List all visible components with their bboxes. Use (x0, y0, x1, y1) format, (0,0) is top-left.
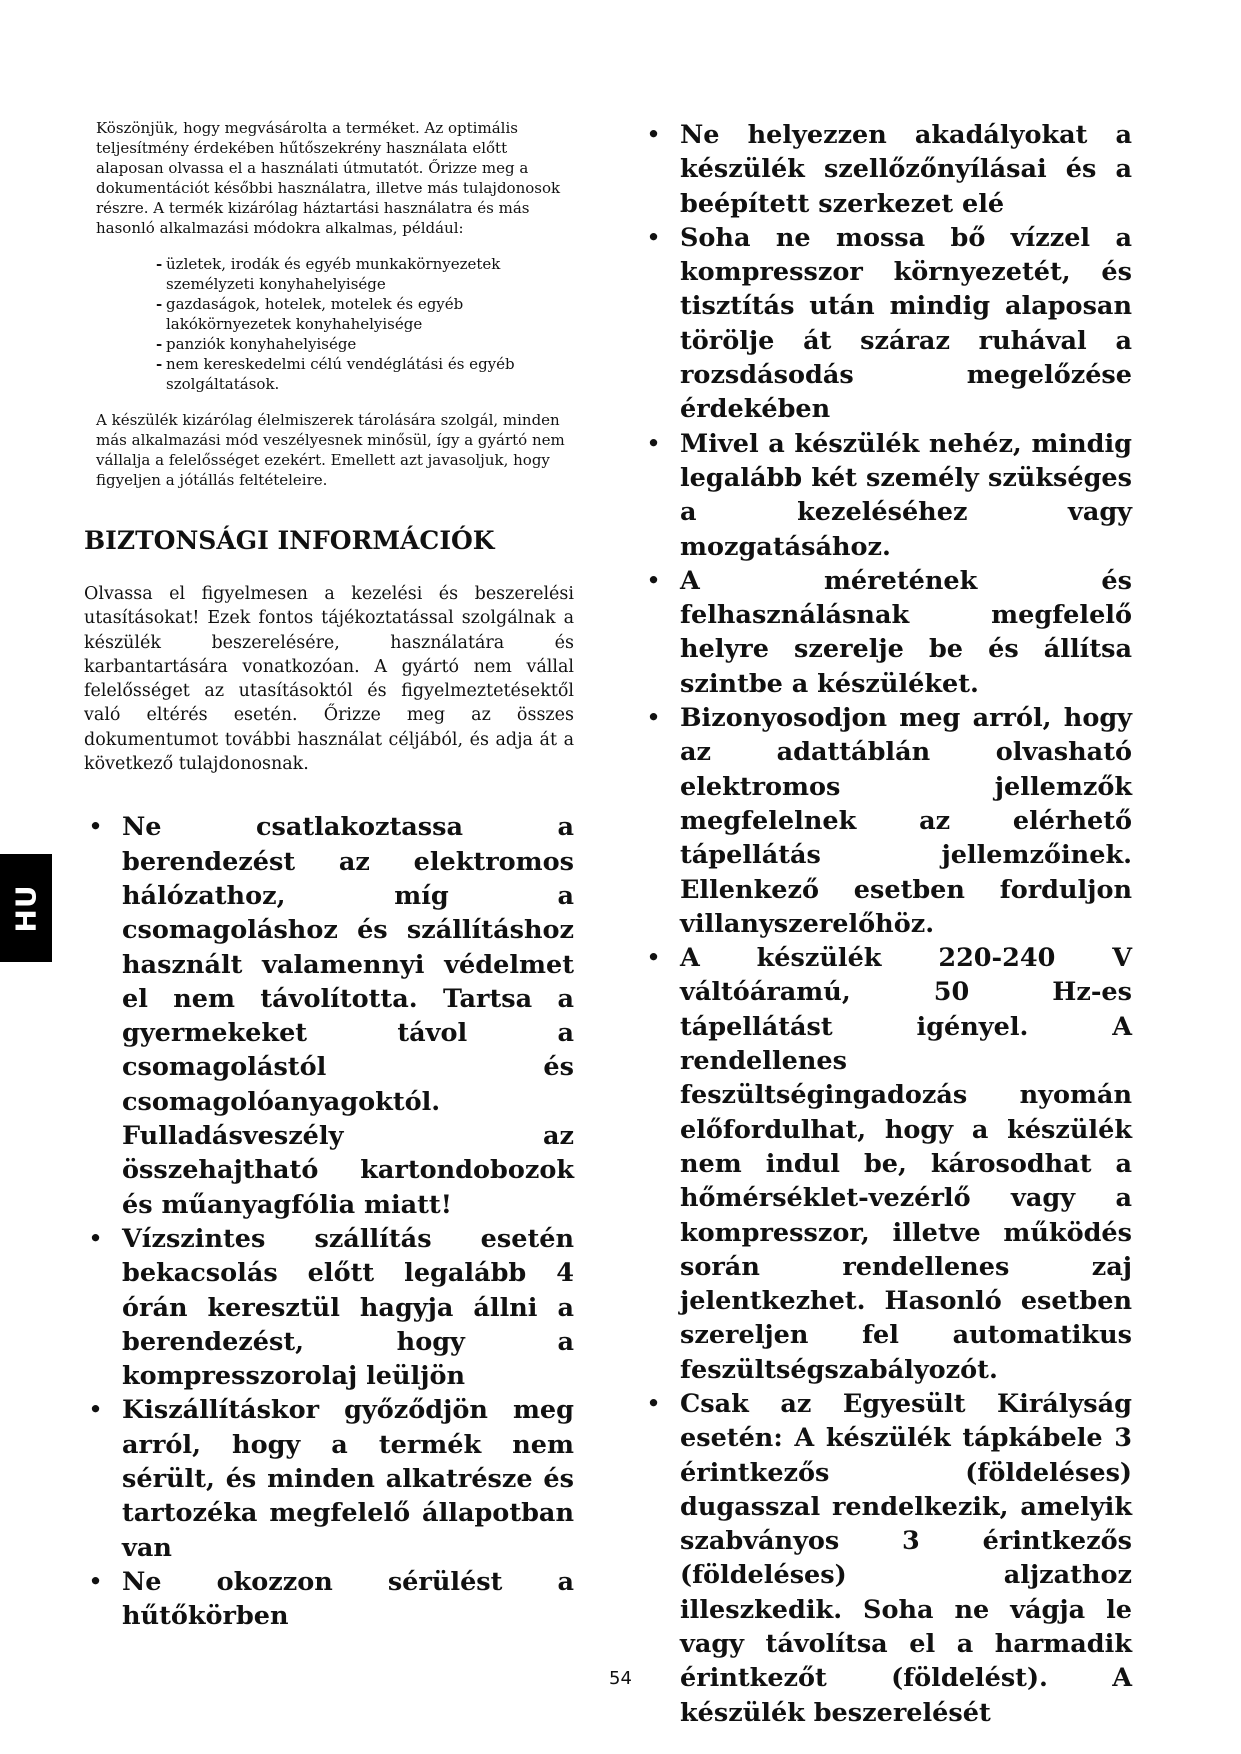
bullet-icon: • (646, 120, 662, 150)
food-storage-paragraph: A készülék kizárólag élelmiszerek tárolására szolgál, minden más alkalmazási mód veszélyesnek minősül, így a gyártó nem vállalja a felelősséget ezekért. Emellett azt javasoljuk, hogy figyeljen a jótállás feltételeire. (96, 411, 565, 489)
list-item: • Ne helyezzen akadályokat a készülék szellőzőnyílásai és a beépített szerkezet elé (646, 120, 1132, 219)
usage-list (156, 254, 566, 394)
list-item: • Ne okozzon sérülést a hűtőkörben (88, 1566, 574, 1632)
list-item: • Kiszállításkor győződjön meg arról, hogy a termék nem sérült, és minden alkatrésze és tartozéka megfelelő állapotban van (88, 1395, 574, 1563)
right-bullet-list (642, 118, 1132, 1730)
list-item: • Mivel a készülék nehéz, mindig legalább két személy szükséges a kezeléséhez vagy mozgatásához. (646, 428, 1132, 562)
bullet-icon: • (646, 222, 662, 253)
list-item: • Bizonyosodjon meg arról, hogy az adattáblán olvasható elektromos jellemzők megfelelnek az elérhető tápellátás jellemzőinek. Ellenkező esetben forduljon villanyszerelőhöz. (646, 703, 1132, 939)
list-item: - gazdaságok, hotelek, motelek és egyéb lakókörnyezetek konyhahelyisége (156, 294, 566, 334)
page-number: 54 (609, 1668, 632, 1689)
list-item: - üzletek, irodák és egyéb munkakörnyezetek személyzeti konyhahelyisége (156, 254, 566, 294)
bullet-icon: • (646, 428, 662, 459)
list-item: • A készülék 220-240 V váltóáramú, 50 Hz-es tápellátást igényel. A rendellenes feszültségingadozás nyomán előfordulhat, hogy a készülék nem indul be, károsodhat a hőmérséklet-vezérlő vagy a kompresszor, illetve működés során rendellenes zaj jelentkezhet. Hasonló esetben szereljen fel automatikus feszültségszabályozót. (646, 943, 1132, 1385)
safety-heading: BIZTONSÁGI INFORMÁCIÓK (84, 526, 495, 555)
bullet-icon: • (646, 703, 662, 734)
bullet-icon: • (88, 1566, 104, 1597)
language-label: HU (9, 883, 43, 933)
bullet-icon: • (646, 943, 662, 974)
list-item: • Vízszintes szállítás esetén bekacsolás előtt legalább 4 órán keresztül hagyja állni a berendezést, hogy a kompresszorolaj leüljön (88, 1223, 574, 1392)
list-item: • A méretének és felhasználásnak megfelelő helyre szerelje be és állítsa szintbe a készüléket. (646, 565, 1132, 699)
left-column (84, 118, 574, 1634)
bullet-icon: • (646, 1388, 662, 1419)
list-item: • Soha ne mossa bő vízzel a kompresszor környezetét, és tisztítás után mindig alaposan törölje át száraz ruhával a rozsdásodás megelőzése érdekében (646, 222, 1132, 425)
list-item: • Csak az Egyesült Királyság esetén: A készülék tápkábele 3 érintkezős (földeléses) dugasszal rendelkezik, amelyik szabványos 3 érintkezős (földeléses) aljzathoz illeszkedik. Soha ne vágja le vagy távolítsa el a harmadik érintkezőt (földelést). A készülék beszerelését (646, 1388, 1132, 1728)
intro-block (96, 118, 566, 490)
language-tab (0, 854, 52, 962)
safety-paragraph: Olvassa el figyelmesen a kezelési és beszerelési utasításokat! Ezek fontos tájékoztatással szolgálnak a készülék beszerelésére, használatára és karbantartására vonatkozóan. A gyártó nem vállal felelősséget az utasításoktól és figyelmeztetésektől való eltérés esetén. Őrizze meg az összes dokumentumot további használat céljából, és adja át a következő tulajdonosnak. (84, 584, 574, 775)
left-bullet-list (84, 810, 574, 1633)
bullet-icon: • (88, 1223, 104, 1254)
bullet-icon: • (646, 565, 662, 596)
list-item: - nem kereskedelmi célú vendéglátási és egyéb szolgáltatások. (156, 354, 566, 394)
bullet-icon: • (88, 812, 104, 843)
right-column (642, 118, 1132, 1730)
list-item: • Ne csatlakoztassa a berendezést az elektromos hálózathoz, míg a csomagoláshoz és szállításhoz használt valamennyi védelmet el nem távolította. Tartsa a gyermekeket távol a csomagolástól és csomagolóanyagoktól. Fulladásveszély az összehajtható kartondobozok és műanyagfólia miatt! (88, 812, 574, 1220)
bullet-icon: • (88, 1395, 104, 1426)
list-item: - panziók konyhahelyisége (156, 334, 566, 354)
intro-paragraph: Köszönjük, hogy megvásárolta a terméket. Az optimális teljesítmény érdekében hűtőszekrény használata előtt alaposan olvassa el a használati útmutatót. Őrizze meg a dokumentációt későbbi használatra, illetve más tulajdonosok részre. A termék kizárólag háztartási használatra és más hasonló alkalmazási módokra alkalmas, például: (96, 119, 561, 237)
